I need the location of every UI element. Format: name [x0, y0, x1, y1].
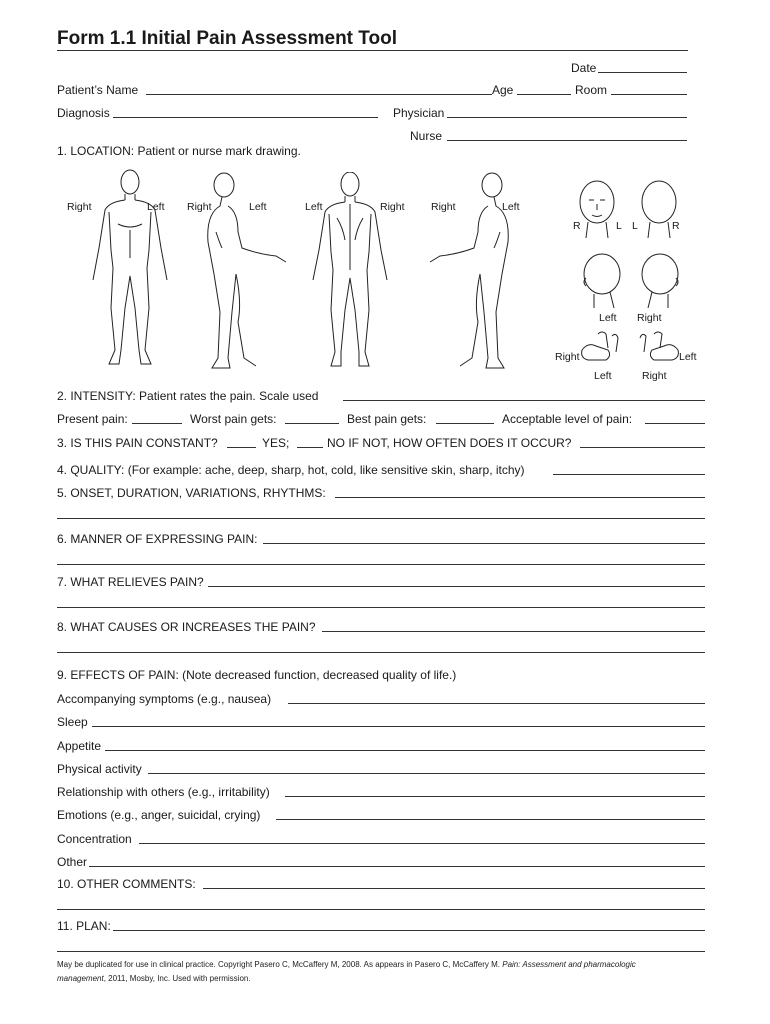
footer-text-1: May be duplicated for use in clinical practice. Copyright Pasero C, McCaffery M, 2008. As appears in Pasero C, McCaffery M. [57, 960, 503, 969]
fig4-left-label: Left [502, 201, 520, 213]
foot-left-label: Left [594, 370, 612, 382]
effect-relationship-label: Relationship with others (e.g., irritability) [57, 785, 270, 799]
fig1-left-label: Left [147, 201, 165, 213]
title-rule [57, 50, 688, 51]
head-front-back-figure[interactable] [572, 178, 688, 240]
onset-field[interactable] [335, 497, 705, 498]
footer-book-title-1: Pain: Assessment and pharmacologic [502, 960, 636, 969]
constant-no-label: NO IF NOT, HOW OFTEN DOES IT OCCUR? [327, 436, 572, 450]
best-pain-field[interactable] [436, 423, 494, 424]
date-label: Date [571, 61, 597, 75]
constant-yes-field[interactable] [227, 447, 256, 448]
causes-heading: 8. WHAT CAUSES OR INCREASES THE PAIN? [57, 620, 316, 634]
effect-relationship-field[interactable] [285, 796, 705, 797]
effect-emotions-field[interactable] [276, 819, 705, 820]
head-front-l-label: L [616, 220, 622, 232]
constant-heading: 3. IS THIS PAIN CONSTANT? [57, 436, 218, 450]
fig2-left-label: Left [249, 201, 267, 213]
location-heading: 1. LOCATION: Patient or nurse mark drawing. [57, 144, 301, 158]
plan-heading: 11. PLAN: [57, 919, 111, 933]
present-pain-label: Present pain: [57, 412, 128, 426]
physician-field[interactable] [447, 117, 687, 118]
fig2-right-label: Right [187, 201, 212, 213]
age-label: Age [492, 83, 514, 97]
plan-field[interactable] [113, 930, 705, 931]
manner-field[interactable] [263, 543, 705, 544]
head-back-r-label: R [672, 220, 680, 232]
fig3-right-label: Right [380, 201, 405, 213]
effect-emotions-label: Emotions (e.g., anger, suicidal, crying) [57, 808, 261, 822]
comments-heading: 10. OTHER COMMENTS: [57, 877, 196, 891]
nurse-label: Nurse [410, 129, 443, 143]
quality-field[interactable] [553, 474, 705, 475]
comments-field-2[interactable] [57, 909, 705, 910]
fig3-left-label: Left [305, 201, 323, 213]
frequency-field[interactable] [580, 447, 705, 448]
copyright-footer [57, 958, 707, 986]
relieves-field[interactable] [208, 586, 705, 587]
relieves-field-2[interactable] [57, 607, 705, 608]
patient-name-label: Patient’s Name [57, 83, 139, 97]
effect-other-field[interactable] [89, 866, 705, 867]
effect-physical-field[interactable] [148, 773, 705, 774]
effect-concentration-label: Concentration [57, 832, 132, 846]
footer-book-title-2: management [57, 974, 104, 983]
date-field[interactable] [598, 72, 687, 73]
nurse-field[interactable] [447, 140, 687, 141]
quality-heading: 4. QUALITY: (For example: ache, deep, sharp, hot, cold, like sensitive skin, sharp, itchy) [57, 463, 525, 477]
causes-field[interactable] [322, 631, 705, 632]
manner-field-2[interactable] [57, 564, 705, 565]
physician-label: Physician [393, 106, 445, 120]
body-front-figure[interactable] [85, 168, 175, 378]
diagnosis-field[interactable] [113, 117, 378, 118]
manner-heading: 6. MANNER OF EXPRESSING PAIN: [57, 532, 258, 546]
body-side-figure[interactable] [198, 172, 293, 377]
effects-heading: 9. EFFECTS OF PAIN: (Note decreased function, decreased quality of life.) [57, 668, 457, 682]
effect-concentration-field[interactable] [139, 843, 705, 844]
hands-feet-figure[interactable] [578, 328, 682, 368]
causes-field-2[interactable] [57, 652, 705, 653]
room-field[interactable] [611, 94, 687, 95]
effect-physical-label: Physical activity [57, 762, 142, 776]
hand-right-label: Right [555, 351, 580, 363]
fig4-right-label: Right [431, 201, 456, 213]
head-front-r-label: R [573, 220, 581, 232]
worst-pain-field[interactable] [285, 423, 339, 424]
comments-field[interactable] [203, 888, 705, 889]
worst-pain-label: Worst pain gets: [190, 412, 277, 426]
relieves-heading: 7. WHAT RELIEVES PAIN? [57, 575, 204, 589]
effect-sleep-field[interactable] [92, 726, 705, 727]
effect-accompanying-field[interactable] [288, 703, 705, 704]
present-pain-field[interactable] [132, 423, 182, 424]
head-side-figure[interactable] [578, 252, 684, 310]
best-pain-label: Best pain gets: [347, 412, 427, 426]
hand-left-label: Left [679, 351, 697, 363]
effect-sleep-label: Sleep [57, 715, 88, 729]
onset-field-2[interactable] [57, 518, 705, 519]
intensity-heading: 2. INTENSITY: Patient rates the pain. Scale used [57, 389, 319, 403]
acceptable-pain-label: Acceptable level of pain: [502, 412, 633, 426]
effect-appetite-field[interactable] [105, 750, 705, 751]
head-side-right-label: Right [637, 312, 662, 324]
footer-text-2: , 2011, Mosby, Inc. Used with permission. [103, 974, 251, 983]
onset-heading: 5. ONSET, DURATION, VARIATIONS, RHYTHMS: [57, 486, 326, 500]
acceptable-pain-field[interactable] [645, 423, 705, 424]
scale-used-field[interactable] [343, 400, 705, 401]
effect-accompanying-label: Accompanying symptoms (e.g., nausea) [57, 692, 272, 706]
effect-other-label: Other [57, 855, 88, 869]
fig1-right-label: Right [67, 201, 92, 213]
head-back-l-label: L [632, 220, 638, 232]
effect-appetite-label: Appetite [57, 739, 102, 753]
diagnosis-label: Diagnosis [57, 106, 110, 120]
room-label: Room [575, 83, 608, 97]
age-field[interactable] [517, 94, 571, 95]
patient-name-field[interactable] [146, 94, 492, 95]
foot-right-label: Right [642, 370, 667, 382]
plan-field-2[interactable] [57, 951, 705, 952]
head-side-left-label: Left [599, 312, 617, 324]
form-title: Form 1.1 Initial Pain Assessment Tool [57, 28, 397, 49]
constant-no-field[interactable] [297, 447, 323, 448]
constant-yes-label: YES; [262, 436, 290, 450]
